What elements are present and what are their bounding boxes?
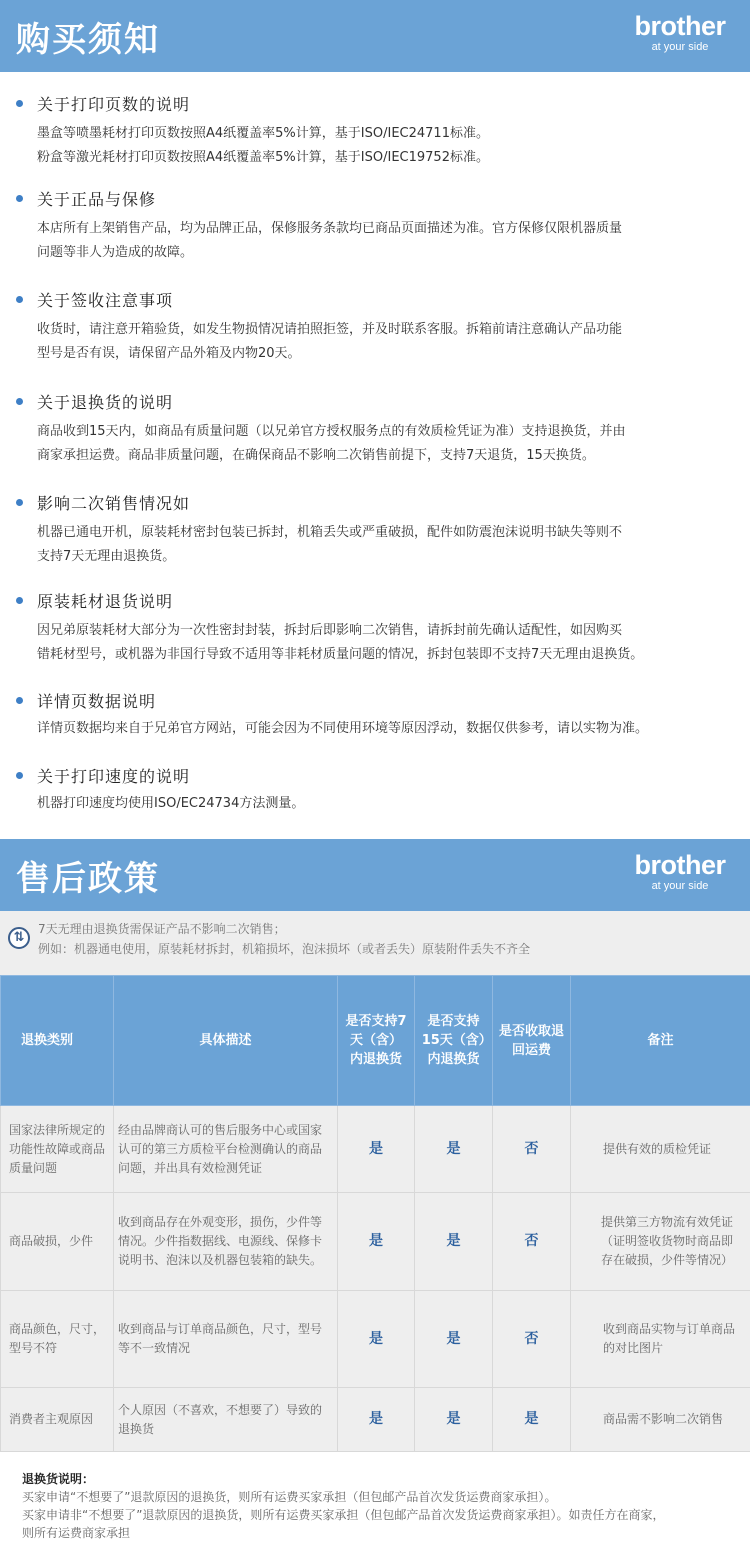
bullet-icon xyxy=(16,296,23,303)
notice-line: 型号是否有误，请保留产品外箱及内物20天。 xyxy=(37,346,301,361)
notice-delivery xyxy=(16,288,746,366)
header-type: 退换类别 xyxy=(1,976,114,1106)
return-note-line: 买家申请“不想要了”退款原因的退换货，则所有运费买家承担（但包邮产品首次发货运费商家承担）。 xyxy=(22,1490,557,1504)
notice-line: 墨盒等喷墨耗材打印页数按照A4纸覆盖率5%计算，基于ISO/IEC24711标准。 xyxy=(37,126,489,141)
notice-print-pages xyxy=(16,92,746,170)
notice-line: 详情页数据均来自于兄弟官方网站，可能会因为不同使用环境等原因浮动，数据仅供参考，请以实物为准。 xyxy=(37,721,649,736)
cell-desc: 个人原因（不喜欢，不想要了）导致的退换货 xyxy=(114,1388,338,1452)
notice-line: 机器打印速度均使用ISO/EC24734方法测量。 xyxy=(37,796,305,811)
notice-line: 商家承担运费。商品非质量问题，在确保商品不影响二次销售前提下，支持7天退货，15天换货。 xyxy=(37,448,595,463)
after-sales-banner xyxy=(0,839,750,911)
policy-table xyxy=(0,975,750,1452)
notice-line: 机器已通电开机，原装耗材密封包装已拆封，机箱丢失或严重破损，配件如防震泡沫说明书缺失等则不 xyxy=(37,525,623,540)
notice-consumables xyxy=(16,589,746,667)
brother-logo xyxy=(624,851,736,892)
return-conditions xyxy=(0,911,750,975)
brother-logo xyxy=(624,12,736,53)
table-row xyxy=(1,1106,750,1193)
after-sales-title: 售后政策 xyxy=(16,859,160,899)
bullet-icon xyxy=(16,499,23,506)
cell-type: 国家法律所规定的功能性故障或商品质量问题 xyxy=(1,1106,114,1193)
bullet-icon xyxy=(16,398,23,405)
logo-tagline: at your side xyxy=(651,880,709,892)
cell-15day: 是 xyxy=(415,1193,493,1291)
bullet-icon xyxy=(16,597,23,604)
cell-remark: 提供有效的质检凭证 xyxy=(571,1106,750,1193)
return-notes xyxy=(22,1470,746,1542)
purchase-title: 购买须知 xyxy=(16,20,160,60)
table-row xyxy=(1,1291,750,1388)
return-notes-title: 退换货说明： xyxy=(22,1472,95,1486)
cell-15day: 是 xyxy=(415,1106,493,1193)
notice-title: 关于退换货的说明 xyxy=(37,393,174,412)
logo-word: brother xyxy=(634,850,726,880)
notice-line: 粉盒等激光耗材打印页数按照A4纸覆盖率5%计算，基于ISO/IEC19752标准。 xyxy=(37,150,489,165)
cell-desc: 经由品牌商认可的售后服务中心或国家认可的第三方质检平台检测确认的商品问题，并出具有效检测凭证 xyxy=(114,1106,338,1193)
cell-fee: 否 xyxy=(493,1193,571,1291)
notice-returns xyxy=(16,390,746,468)
notice-title: 关于打印页数的说明 xyxy=(37,95,191,114)
notice-line: 问题等非人为造成的故障。 xyxy=(37,245,194,260)
header-fee: 是否收取退回运费 xyxy=(493,976,571,1106)
logo-word: brother xyxy=(634,11,726,41)
header-remark: 备注 xyxy=(571,976,750,1106)
table-row xyxy=(1,1388,750,1452)
return-note-line: 则所有运费商家承担 xyxy=(22,1526,131,1540)
notice-title: 关于正品与保修 xyxy=(37,190,157,209)
cell-remark: 收到商品实物与订单商品的对比图片 xyxy=(571,1291,750,1388)
cell-remark: 提供第三方物流有效凭证（证明签收货物时商品即存在破损，少件等情况） xyxy=(571,1193,750,1291)
cell-7day: 是 xyxy=(338,1388,415,1452)
header-7day: 是否支持7天（含）内退换货 xyxy=(338,976,415,1106)
return-note-line: 买家申请非“不想要了”退款原因的退换货，则所有运费买家承担（但包邮产品首次发货运费商家承担）。如责任方在商家， xyxy=(22,1508,665,1522)
return-arrows-icon: ⇅ xyxy=(8,927,30,949)
notice-data xyxy=(16,689,746,741)
header-desc: 具体描述 xyxy=(114,976,338,1106)
cell-remark: 商品需不影响二次销售 xyxy=(571,1388,750,1452)
cell-7day: 是 xyxy=(338,1193,415,1291)
cell-fee: 是 xyxy=(493,1388,571,1452)
cell-7day: 是 xyxy=(338,1106,415,1193)
notice-line: 因兄弟原装耗材大部分为一次性密封封装，拆封后即影响二次销售，请拆封前先确认适配性，如因购买 xyxy=(37,623,623,638)
notice-line: 商品收到15天内，如商品有质量问题（以兄弟官方授权服务点的有效质检凭证为准）支持退换货，并由 xyxy=(37,424,626,439)
notice-line: 支持7天无理由退换货。 xyxy=(37,549,176,564)
cell-desc: 收到商品与订单商品颜色，尺寸，型号等不一致情况 xyxy=(114,1291,338,1388)
cell-7day: 是 xyxy=(338,1291,415,1388)
cell-type: 消费者主观原因 xyxy=(1,1388,114,1452)
notice-line: 错耗材型号，或机器为非国行导致不适用等非耗材质量问题的情况，拆封包装即不支持7天无理由退换货。 xyxy=(37,647,644,662)
logo-tagline: at your side xyxy=(651,41,709,53)
notice-title: 原装耗材退货说明 xyxy=(37,592,174,611)
table-row xyxy=(1,1193,750,1291)
bullet-icon xyxy=(16,772,23,779)
notice-title: 关于打印速度的说明 xyxy=(37,767,191,786)
notice-speed xyxy=(16,764,746,816)
table-header-row xyxy=(1,976,750,1106)
bullet-icon xyxy=(16,195,23,202)
notice-resale xyxy=(16,491,746,569)
cell-15day: 是 xyxy=(415,1388,493,1452)
notice-title: 详情页数据说明 xyxy=(37,692,157,711)
cell-15day: 是 xyxy=(415,1291,493,1388)
bullet-icon xyxy=(16,697,23,704)
cell-desc: 收到商品存在外观变形，损伤，少件等情况。少件指数据线、电源线、保修卡说明书、泡沫以及机器包装箱的缺失。 xyxy=(114,1193,338,1291)
condition-line: 例如：机器通电使用，原装耗材拆封，机箱损坏，泡沫损坏（或者丢失）原装附件丢失不齐全 xyxy=(38,942,531,956)
notice-line: 收货时，请注意开箱验货，如发生物损情况请拍照拒签，并及时联系客服。拆箱前请注意确认产品功能 xyxy=(37,322,623,337)
header-15day: 是否支持15天（含）内退换货 xyxy=(415,976,493,1106)
bullet-icon xyxy=(16,100,23,107)
notice-title: 影响二次销售情况如 xyxy=(37,494,191,513)
condition-line: 7天无理由退换货需保证产品不影响二次销售； xyxy=(38,922,286,936)
cell-type: 商品破损，少件 xyxy=(1,1193,114,1291)
notice-title: 关于签收注意事项 xyxy=(37,291,174,310)
cell-fee: 否 xyxy=(493,1106,571,1193)
cell-fee: 否 xyxy=(493,1291,571,1388)
purchase-banner xyxy=(0,0,750,72)
notice-genuine-warranty xyxy=(16,187,746,265)
notice-line: 本店所有上架销售产品，均为品牌正品，保修服务条款均已商品页面描述为准。官方保修仅限机器质量 xyxy=(37,221,623,236)
cell-type: 商品颜色，尺寸，型号不符 xyxy=(1,1291,114,1388)
